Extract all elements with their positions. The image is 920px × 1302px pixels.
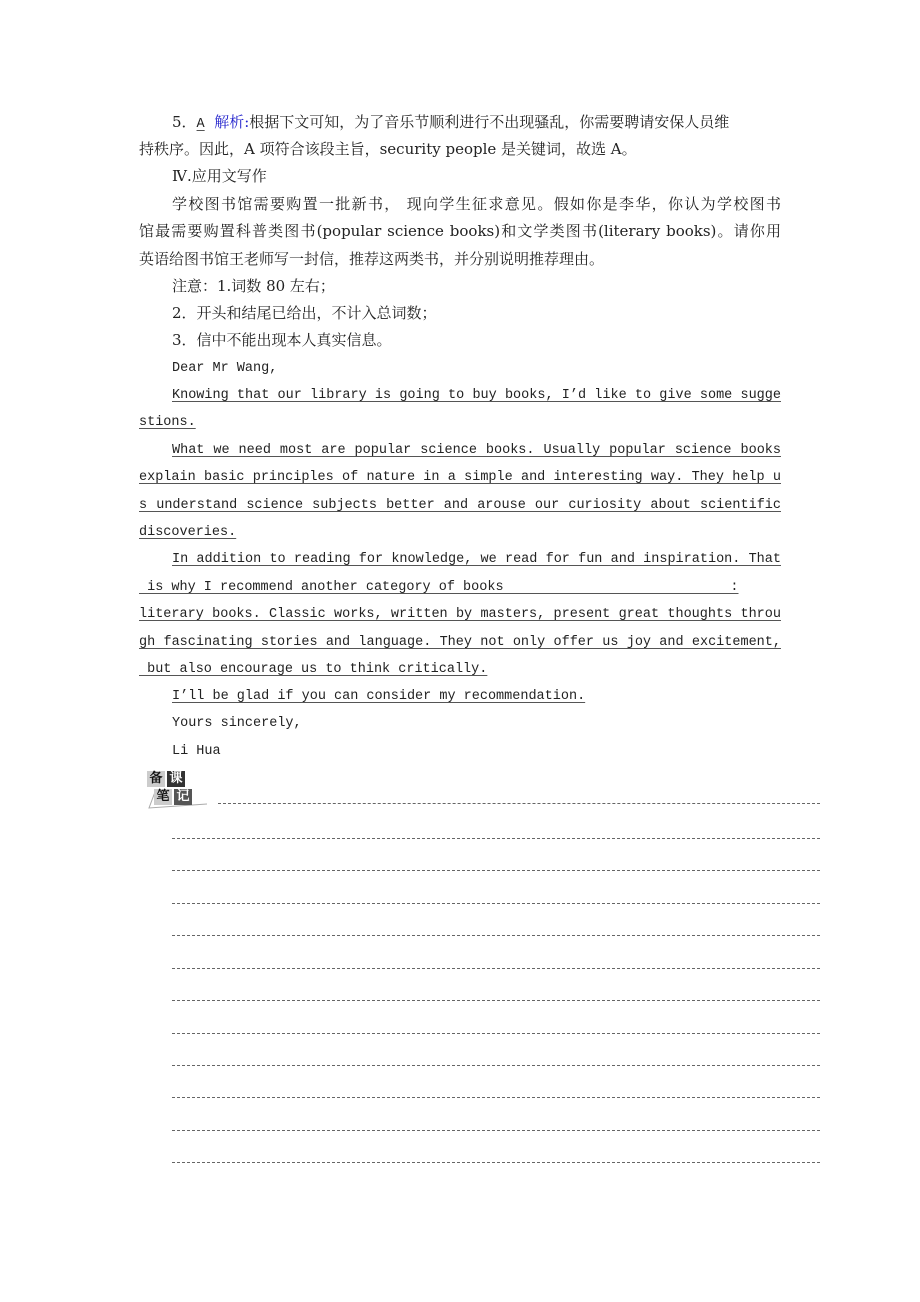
note-line-dashed [218,803,820,804]
badge-char: 课 [167,771,185,787]
note-line: 注意：1.词数 80 左右； [172,277,335,295]
answer-number: 5． [172,113,197,131]
note-line-dashed [172,1162,820,1163]
answer-letter: A [196,117,205,132]
letter-line: gh fascinating stories and language. They not only offer us joy and excitement, [139,635,781,650]
note-line-dashed [172,1097,820,1098]
letter-line: What we need most are popular science books. Usually popular science books [172,443,781,458]
badge-char: 记 [174,789,192,805]
lesson-notes-badge [147,770,217,810]
note-line-dashed [172,838,820,839]
note-line: 2．开头和结尾已给出，不计入总词数； [172,304,437,322]
letter-line: In addition to reading for knowledge, we read for fun and inspiration. That [172,552,781,567]
letter-line: but also encourage us to think critically. [139,662,488,677]
note-line-dashed [172,1033,820,1034]
letter-closing: Yours sincerely, [172,716,302,731]
badge-char: 备 [147,771,165,787]
prompt-line: 学校图书馆需要购置一批新书， 现向学生征求意见。假如你是李华，你认为学校图书 [172,195,781,213]
letter-line: literary books. Classic works, written by masters, present great thoughts throu [139,607,781,622]
note-line: 3．信中不能出现本人真实信息。 [172,331,392,349]
note-line-dashed [172,968,820,969]
badge-char: 笔 [154,789,172,805]
note-line-dashed [172,1000,820,1001]
letter-line: I’ll be glad if you can consider my recommendation. [172,689,586,704]
note-line-dashed [172,1130,820,1131]
analysis-label: 解析: [214,113,250,131]
answer-line-2: 持秩序。因此，A 项符合该段主旨，security people 是关键词，故选 A。 [139,140,637,158]
note-line-dashed [172,1065,820,1066]
letter-greeting: Dear Mr Wang, [172,361,278,376]
note-line-dashed [172,870,820,871]
note-line-dashed [172,903,820,904]
prompt-line: 英语给图书馆王老师写一封信，推荐这两类书，并分别说明推荐理由。 [139,250,605,268]
letter-line: explain basic principles of nature in a simple and interesting way. They help u [139,470,781,485]
section-heading: Ⅳ.应用文写作 [172,167,267,185]
letter-line: is why I recommend another category of books : [139,580,739,595]
letter-signature: Li Hua [172,744,221,759]
analysis-text: 根据下文可知，为了音乐节顺利进行不出现骚乱，你需要聘请安保人员维 [249,113,730,131]
letter-line: Knowing that our library is going to buy books, I’d like to give some sugge [172,388,781,403]
letter-line: stions. [139,415,196,430]
letter-line: s understand science subjects better and arouse our curiosity about scientific [139,498,781,513]
prompt-line: 馆最需要购置科普类图书(popular science books)和文学类图书(literary books)。请你用 [139,222,781,240]
answer-line-1 [172,109,781,136]
letter-line: discoveries. [139,525,237,540]
note-line-dashed [172,935,820,936]
